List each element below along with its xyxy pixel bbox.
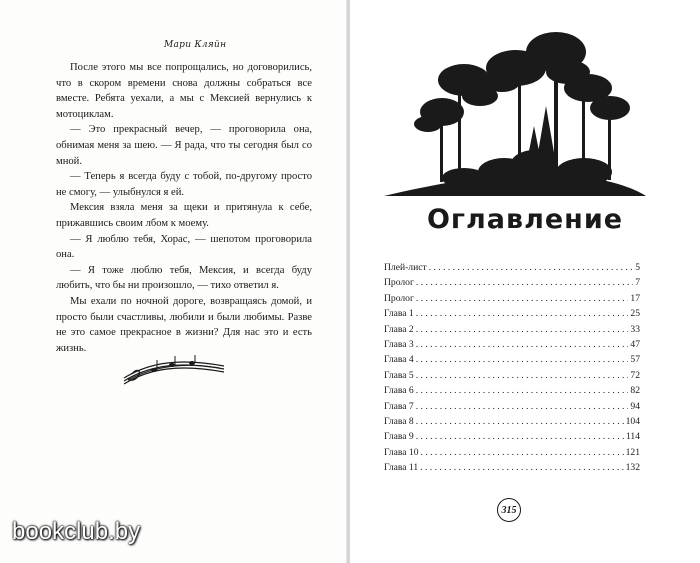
toc-page: 47 — [630, 338, 640, 350]
toc-row — [384, 399, 640, 414]
toc-page: 25 — [630, 308, 640, 320]
toc-row — [384, 368, 640, 383]
dot-leader — [421, 445, 624, 460]
toc-label: Глава 3 — [384, 338, 414, 350]
dot-leader — [416, 383, 629, 398]
dot-leader — [429, 260, 634, 275]
dot-leader — [416, 275, 633, 290]
toc-label: Пролог — [384, 292, 414, 304]
page-number-badge: 315 — [497, 498, 521, 522]
paragraph: После этого мы все попрощались, но договорились, что в скором времени снова должны собраться все вместе. Ребята уехали, а мы с Мексией вернулись к мотоциклам. — [56, 62, 312, 120]
toc-row — [384, 291, 640, 306]
toc-page: 114 — [625, 431, 640, 443]
table-of-contents — [384, 260, 640, 475]
toc-row — [384, 322, 640, 337]
toc-label: Глава 4 — [384, 354, 414, 366]
dot-leader — [416, 337, 629, 352]
paragraph: — Я люблю тебя, Хорас, — шепотом проговорила она. — [56, 233, 312, 261]
dot-leader — [416, 306, 629, 321]
toc-row — [384, 260, 640, 275]
toc-row — [384, 460, 640, 475]
toc-page: 82 — [630, 385, 640, 397]
toc-page: 104 — [625, 415, 640, 427]
toc-row — [384, 445, 640, 460]
dot-leader — [416, 368, 629, 383]
toc-label: Глава 11 — [384, 462, 419, 474]
watermark: bookclub.by — [12, 518, 141, 545]
dot-leader — [416, 399, 629, 414]
toc-row — [384, 275, 640, 290]
paragraph: Мы ехали по ночной дороге, возвращаясь домой, и просто были счастливы, любили и были любимы. Разве не это самое прекрасное в жизни? Для нас это и есть жизнь. — [56, 295, 312, 354]
toc-label: Глава 9 — [384, 431, 414, 443]
running-head: Мари Кляйн — [164, 40, 227, 50]
music-ornament-icon — [120, 354, 230, 388]
toc-row — [384, 414, 640, 429]
toc-page: 7 — [635, 277, 640, 289]
paragraph: — Это прекрасный вечер, — проговорила она, обнимая меня за шею. — Я рада, что ты сегодня был со мной. — [56, 124, 312, 167]
toc-row — [384, 429, 640, 444]
paragraph: Мексия взяла меня за щеки и притянула к себе, прижавшись своим лбом к моему. — [56, 202, 312, 229]
toc-title: Оглавление — [426, 204, 624, 235]
paragraph: — Я тоже люблю тебя, Мексия, и всегда буду любить, что бы ни произошло, — тихо ответил я. — [56, 264, 312, 292]
dot-leader — [416, 352, 629, 367]
toc-label: Глава 7 — [384, 400, 414, 412]
toc-label: Глава 8 — [384, 415, 414, 427]
left-page — [0, 0, 348, 563]
toc-page: 94 — [630, 400, 640, 412]
toc-label: Глава 6 — [384, 385, 414, 397]
toc-page: 17 — [630, 292, 640, 304]
paragraph: — Теперь я всегда буду с тобой, по-другому просто не смогу, — улыбнулся я ей. — [56, 171, 312, 198]
toc-page: 132 — [625, 462, 640, 474]
toc-page: 121 — [625, 446, 640, 458]
toc-label: Пролог — [384, 277, 414, 289]
forest-illustration-icon — [384, 16, 646, 200]
toc-row — [384, 306, 640, 321]
dot-leader — [416, 429, 624, 444]
dot-leader — [416, 322, 629, 337]
toc-label: Глава 1 — [384, 308, 414, 320]
dot-leader — [416, 414, 624, 429]
dot-leader — [420, 460, 623, 475]
dot-leader — [416, 291, 628, 306]
toc-page: 72 — [630, 369, 640, 381]
toc-row — [384, 383, 640, 398]
toc-page: 33 — [630, 323, 640, 335]
toc-page: 5 — [635, 262, 640, 273]
toc-label: Глава 10 — [384, 446, 419, 458]
body-text — [56, 60, 312, 356]
toc-label: Глава 2 — [384, 323, 414, 335]
toc-label: Глава 5 — [384, 369, 414, 381]
toc-label: Плей-лист — [384, 262, 427, 273]
toc-row — [384, 337, 640, 352]
toc-page: 57 — [630, 354, 640, 366]
toc-row — [384, 352, 640, 367]
